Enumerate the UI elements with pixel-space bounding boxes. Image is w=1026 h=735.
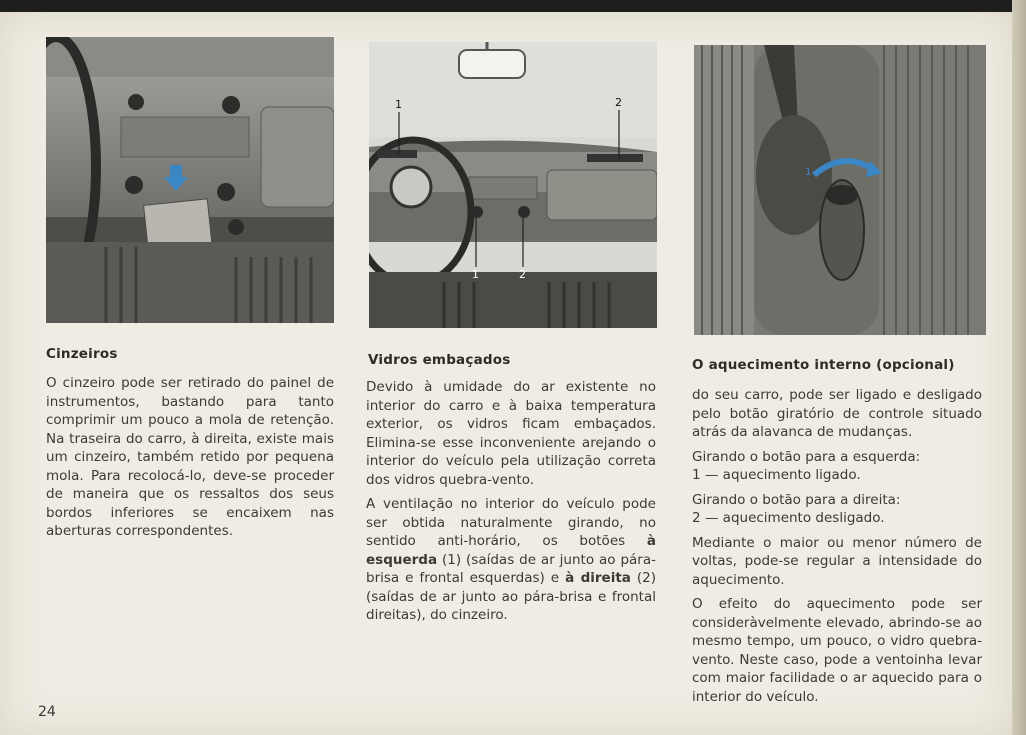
callout-top-2: 2 <box>615 96 622 109</box>
aquecimento-right-result: 2 — aquecimento desligado. <box>692 510 885 526</box>
vidros-p2-text-c: (1) (saídas de ar junto ao pára-brisa e frontal esquerdas) e <box>366 551 656 586</box>
vidros-p2-text-a: A ventilação no interior do veículo pode ser obtida naturalmente girando, no sentido anti-horário, os botões <box>366 496 656 549</box>
vidros-p2-bold-right: à direita <box>565 570 631 586</box>
section-title-vidros: Vidros embaçados <box>368 352 511 368</box>
page-edge <box>1012 0 1026 735</box>
callout-bottom-2: 2 <box>519 268 526 281</box>
dashboard-photo <box>369 42 657 328</box>
vidros-body <box>366 378 656 631</box>
callout-top-1: 1 <box>395 98 402 111</box>
heater-knob-photo <box>694 45 986 335</box>
aquecimento-left-instruction: Girando o botão para a esquerda: <box>692 448 921 465</box>
callout-arrow-2: 2 <box>872 167 879 178</box>
section-title-cinzeiros: Cinzeiros <box>46 346 118 362</box>
aquecimento-paragraph-2 <box>692 448 982 485</box>
aquecimento-left-result: 1 — aquecimento ligado. <box>692 467 861 483</box>
ashtray-illustration <box>46 37 334 323</box>
aquecimento-right-instruction: Girando o botão para a direita: <box>692 491 901 508</box>
aquecimento-body <box>692 386 982 712</box>
cinzeiros-body: O cinzeiro pode ser retirado do painel de instrumentos, bastando para tanto comprimir um pouco a mola de retenção. Na traseira do carro, à direita, existe mais um cinzeiro, também retido por pequena mola. Para recolocá-lo, deve-se proceder de maneira que os ressaltos dos seus bordos inferiores se encaixem nas aberturas correspondentes. <box>46 375 334 539</box>
dashboard-illustration <box>369 42 657 328</box>
aquecimento-paragraph-3 <box>692 491 982 528</box>
aquecimento-paragraph-4: Mediante o maior ou menor número de voltas, pode-se regular a intensidade do aquecimento. <box>692 534 982 588</box>
vidros-paragraph-2 <box>366 495 656 625</box>
page-number: 24 <box>38 704 56 720</box>
heater-knob-illustration <box>694 45 986 335</box>
vidros-p2-bold-left: à esquerda <box>366 533 656 568</box>
section-title-aquecimento: O aquecimento interno (opcional) <box>692 357 955 373</box>
callout-arrow-1: 1 <box>805 167 812 178</box>
ashtray-photo <box>46 37 334 323</box>
aquecimento-paragraph-1: do seu carro, pode ser ligado e desligado pelo botão giratório de controle situado atrás da alavanca de mudanças. <box>692 387 982 440</box>
manual-page <box>0 12 1012 735</box>
vidros-paragraph-1: Devido à umidade do ar existente no interior do carro e à baixa temperatura exterior, os vidros ficam embaçados. Elimina-se esse inconveniente arejando o interior do veículo pela utilização correta dos vidros quebra-vento. <box>366 379 656 488</box>
vidros-p2-text-e: (2) (saídas de ar junto ao pára-brisa e frontal direitas), do cinzeiro. <box>366 570 657 623</box>
callout-bottom-1: 1 <box>472 268 479 281</box>
aquecimento-paragraph-5: O efeito do aquecimento pode ser consideràvelmente elevado, abrindo-se ao mesmo tempo, um pouco, o vidro quebra-vento. Neste caso, pode a ventoinha levar com maior facilidade o ar aquecido para o interior do veículo. <box>692 596 982 705</box>
